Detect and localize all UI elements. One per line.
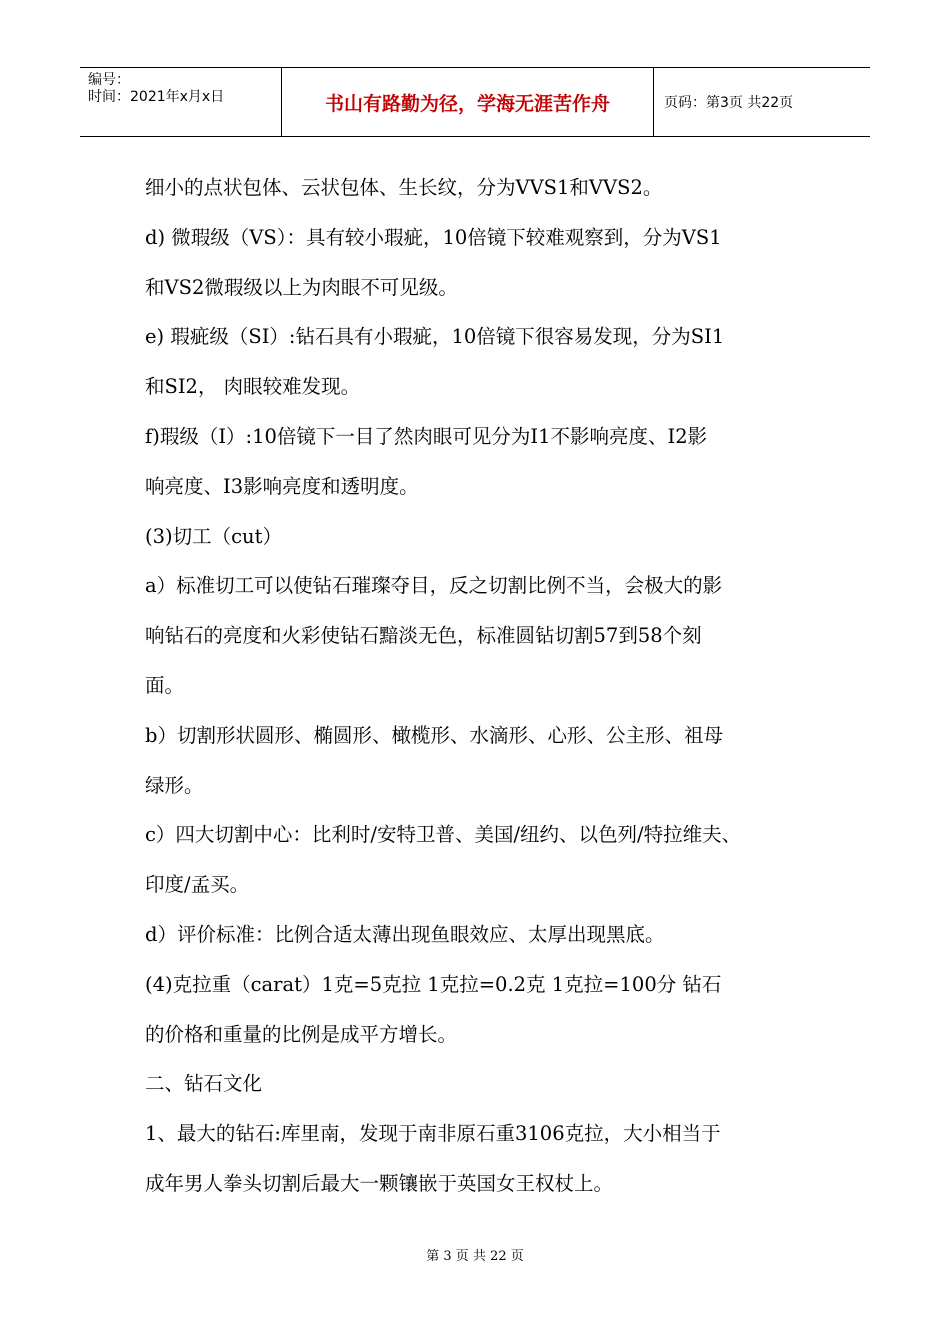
text-line: 的价格和重量的比例是成平方增长。: [145, 1022, 458, 1046]
text-line: (4)克拉重（carat）1克=5克拉 1克拉=0.2克 1克拉=100分 钻石: [145, 972, 722, 996]
header-meta: [80, 68, 282, 136]
text-line: 1、最大的钻石:库里南，发现于南非原石重3106克拉，大小相当于: [145, 1122, 721, 1146]
page-footer: 第 3 页 共 22 页: [426, 1249, 524, 1264]
page-header: [80, 67, 870, 137]
text-line: d) 微瑕级（VS）：具有较小瑕疵，10倍镜下较难观察到，分为VS1: [145, 225, 722, 249]
text-line: d）评价标准：比例合适太薄出现鱼眼效应、太厚出现黑底。: [145, 922, 665, 946]
header-page-info: 页码：第3页 共22页: [664, 95, 794, 111]
text-line: 和SI2， 肉眼较难发现。: [145, 375, 361, 399]
text-line: 响亮度、I3影响亮度和透明度。: [145, 474, 419, 498]
text-line: 成年男人拳头切割后最大一颗镶嵌于英国女王权杖上。: [145, 1171, 614, 1195]
text-line: b）切割形状圆形、椭圆形、橄榄形、水滴形、心形、公主形、祖母: [145, 723, 723, 747]
section-heading-cut: (3)切工（cut）: [145, 524, 282, 548]
text-line: a）标准切工可以使钻石璀璨夺目，反之切割比例不当，会极大的影: [145, 574, 723, 598]
text-line: 印度/孟买。: [145, 873, 250, 897]
text-line: 响钻石的亮度和火彩使钻石黯淡无色，标准圆钻切割57到58个刻: [145, 624, 702, 648]
text-line: c）四大切割中心：比利时/安特卫普、美国/纽约、以色列/特拉维夫、: [145, 823, 742, 847]
text-line: 细小的点状包体、云状包体、生长纹，分为VVS1和VVS2。: [145, 176, 663, 199]
document-number-label: 编号：: [88, 72, 130, 88]
text-line: f)瑕级（I）:10倍镜下一目了然肉眼可见分为I1不影响亮度、I2影: [145, 424, 708, 448]
text-line: e) 瑕疵级（SI）:钻石具有小瑕疵，10倍镜下很容易发现，分为SI1: [145, 325, 725, 349]
document-body: [145, 163, 835, 1209]
document-time-label: 时间：2021年x月x日: [88, 89, 225, 105]
text-line: 面。: [145, 673, 185, 697]
section-heading-culture: 二、钻石文化: [145, 1072, 263, 1096]
header-motto: 书山有路勤为径，学海无涯苦作舟: [282, 68, 654, 136]
text-line: 和VS2微瑕级以上为肉眼不可见级。: [145, 275, 458, 299]
text-line: 绿形。: [145, 773, 204, 797]
